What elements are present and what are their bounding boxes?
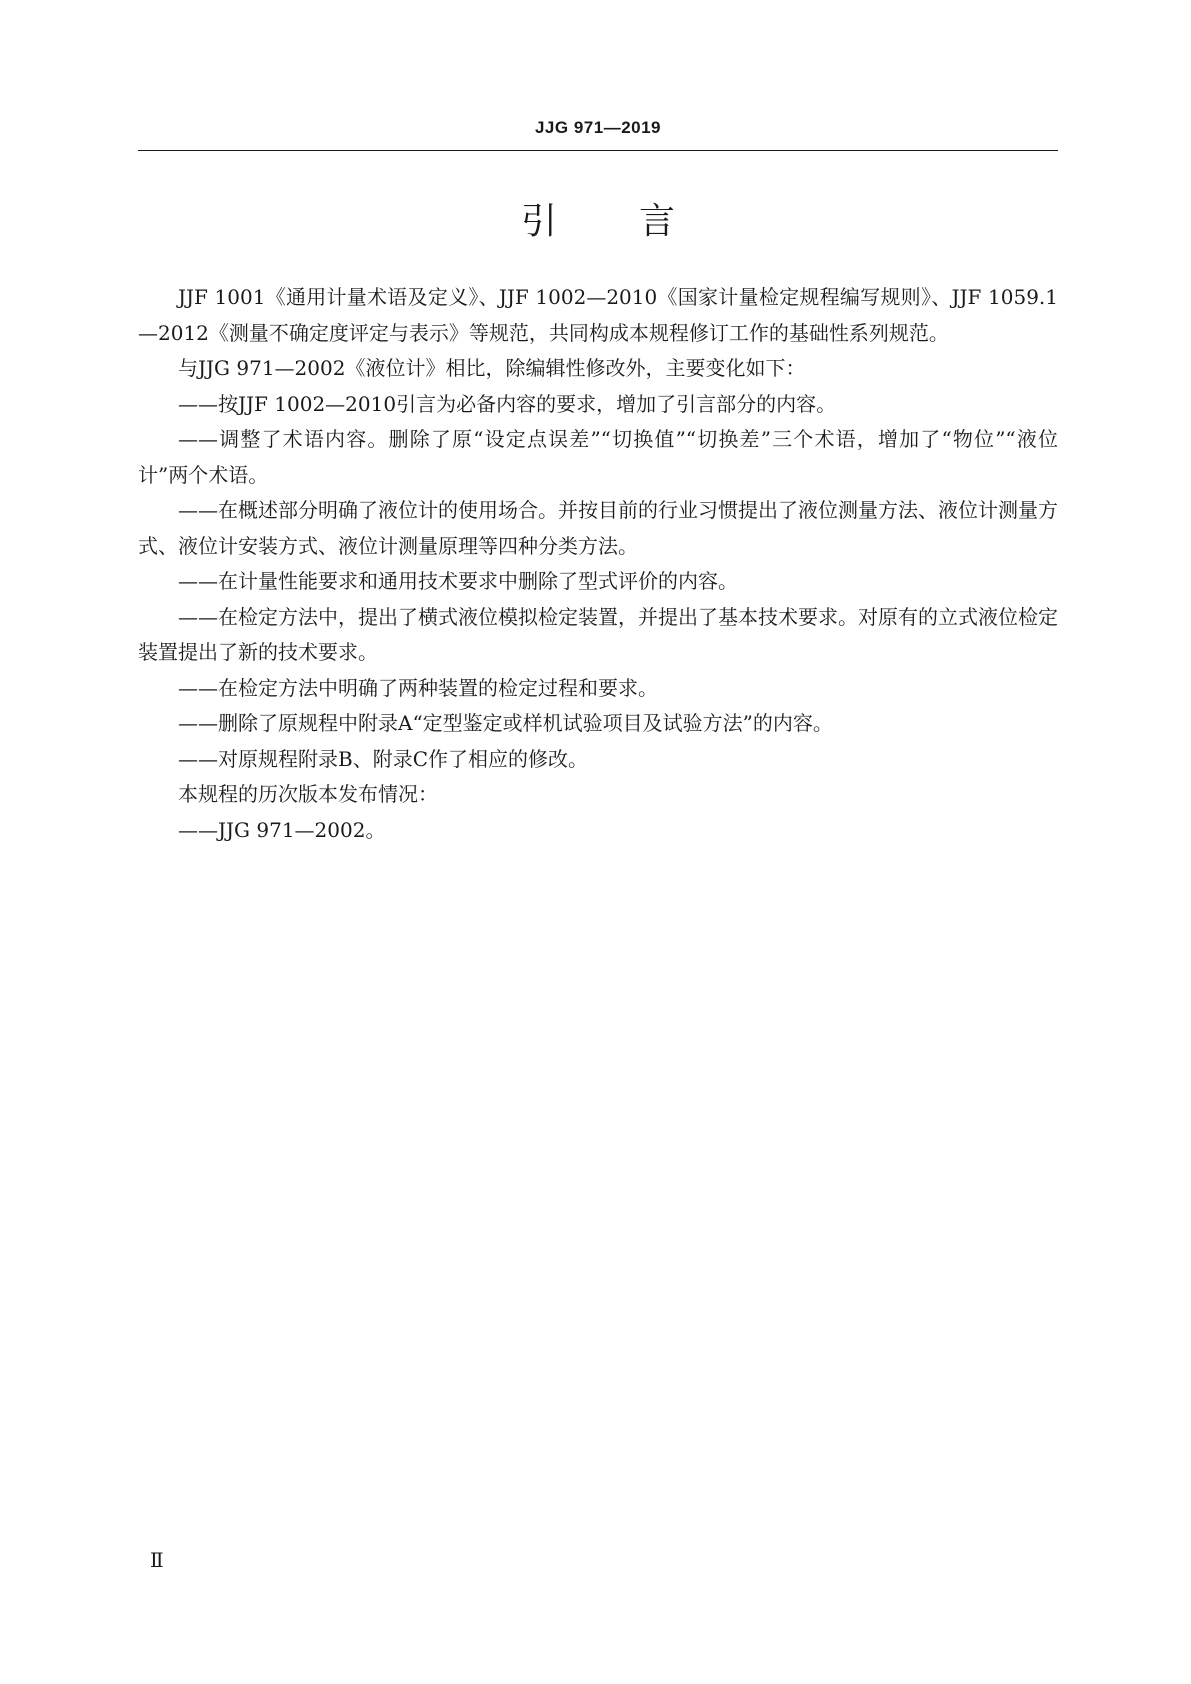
body-text xyxy=(138,280,1058,848)
list-item: ——对原规程附录B、附录C作了相应的修改。 xyxy=(178,746,588,771)
list-item: ——在概述部分明确了液位计的使用场合。并按目前的行业习惯提出了液位测量方法、液位计测量方式、液位计安装方式、液位计测量原理等四种分类方法。 xyxy=(138,498,1058,558)
list-item: ——调整了术语内容。删除了原“设定点误差”“切换值”“切换差”三个术语，增加了“物位”“液位计”两个术语。 xyxy=(138,427,1058,487)
list-item: ——在计量性能要求和通用技术要求中删除了型式评价的内容。 xyxy=(178,569,738,593)
list-item: ——按JJF 1002—2010引言为必备内容的要求，增加了引言部分的内容。 xyxy=(178,391,837,416)
paragraph: 本规程的历次版本发布情况： xyxy=(178,782,438,806)
list-item: ——删除了原规程中附录A“定型鉴定或样机试验项目及试验方法”的内容。 xyxy=(178,711,833,735)
document-code-header: JJG 971—2019 xyxy=(534,118,662,137)
list-item: ——在检定方法中，提出了横式液位模拟检定装置，并提出了基本技术要求。对原有的立式液位检定装置提出了新的技术要求。 xyxy=(138,604,1058,664)
list-item: ——JJG 971—2002。 xyxy=(178,817,386,842)
page-number: Ⅱ xyxy=(150,1548,164,1572)
list-item: ——在检定方法中明确了两种装置的检定过程和要求。 xyxy=(178,675,658,700)
header-rule xyxy=(138,150,1058,151)
section-title: 引言 xyxy=(520,201,757,242)
paragraph: JJF 1001《通用计量术语及定义》、JJF 1002—2010《国家计量检定规程编写规则》、JJF 1059.1—2012《测量不确定度评定与表示》等规范，共同构成本规程修订工作的基础性系列规范。 xyxy=(138,285,1058,345)
paragraph: 与JJG 971—2002《液位计》相比，除编辑性修改外，主要变化如下： xyxy=(178,356,806,380)
